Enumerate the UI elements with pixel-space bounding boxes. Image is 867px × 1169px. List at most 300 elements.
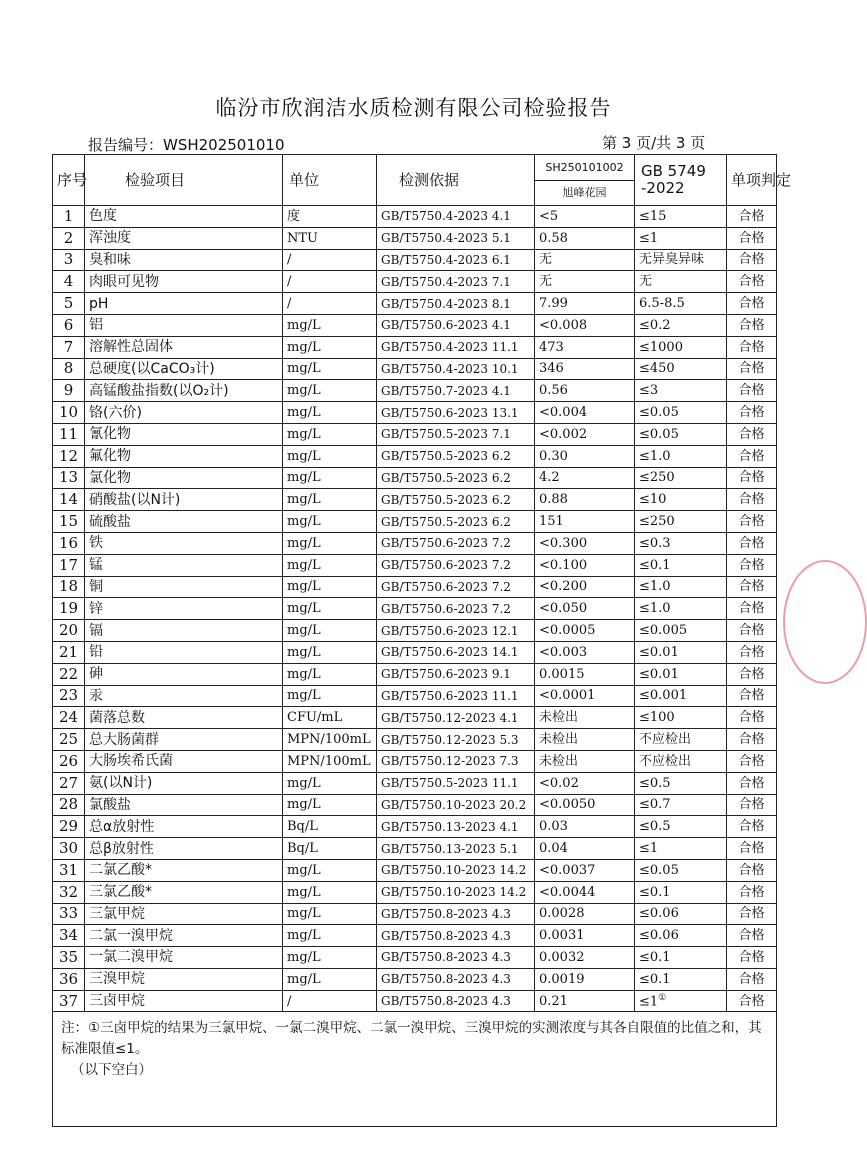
- row-item: 臭和味: [85, 249, 283, 271]
- table-row: [53, 423, 777, 445]
- table-row: [53, 271, 777, 293]
- row-item: 铜: [85, 576, 283, 598]
- row-unit: /: [283, 249, 377, 271]
- row-limit: ≤10: [635, 489, 727, 511]
- row-result: <0.200: [535, 576, 635, 598]
- header-basis: 检测依据: [377, 155, 535, 206]
- footer-row: [53, 1012, 777, 1127]
- row-result: 0.0028: [535, 903, 635, 925]
- row-basis: GB/T5750.4-2023 6.1: [377, 249, 535, 271]
- row-basis: GB/T5750.6-2023 14.1: [377, 641, 535, 663]
- row-judgement: 合格: [727, 947, 777, 969]
- row-unit: mg/L: [283, 881, 377, 903]
- row-number: 27: [53, 772, 85, 794]
- row-basis: GB/T5750.6-2023 7.2: [377, 532, 535, 554]
- row-number: 11: [53, 423, 85, 445]
- row-basis: GB/T5750.5-2023 6.2: [377, 445, 535, 467]
- row-result: 151: [535, 511, 635, 533]
- row-unit: mg/L: [283, 576, 377, 598]
- row-unit: MPN/100mL: [283, 729, 377, 751]
- row-item: 总硬度(以CaCO₃计): [85, 358, 283, 380]
- row-limit: ≤0.5: [635, 772, 727, 794]
- sample-name: 旭峰花园: [562, 186, 607, 199]
- row-judgement: 合格: [727, 598, 777, 620]
- row-result: 4.2: [535, 467, 635, 489]
- row-number: 21: [53, 641, 85, 663]
- row-judgement: 合格: [727, 881, 777, 903]
- row-basis: GB/T5750.6-2023 11.1: [377, 685, 535, 707]
- row-judgement: 合格: [727, 729, 777, 751]
- row-unit: mg/L: [283, 402, 377, 424]
- row-item: 高锰酸盐指数(以O₂计): [85, 380, 283, 402]
- table-row: [53, 467, 777, 489]
- row-limit: ≤0.2: [635, 314, 727, 336]
- row-basis: GB/T5750.4-2023 11.1: [377, 336, 535, 358]
- row-item: 铁: [85, 532, 283, 554]
- row-unit: mg/L: [283, 358, 377, 380]
- row-limit: ≤1: [635, 227, 727, 249]
- row-item: 氰化物: [85, 423, 283, 445]
- row-result: 0.0031: [535, 925, 635, 947]
- row-limit: ≤0.001: [635, 685, 727, 707]
- row-unit: mg/L: [283, 314, 377, 336]
- row-unit: mg/L: [283, 380, 377, 402]
- row-result: 未检出: [535, 750, 635, 772]
- row-result: <5: [535, 206, 635, 228]
- table-row: [53, 838, 777, 860]
- row-item: 菌落总数: [85, 707, 283, 729]
- row-number: 33: [53, 903, 85, 925]
- row-result: 无: [535, 271, 635, 293]
- table-row: [53, 968, 777, 990]
- header-unit: 单位: [283, 155, 377, 206]
- row-number: 2: [53, 227, 85, 249]
- row-unit: mg/L: [283, 467, 377, 489]
- row-limit: ≤0.1: [635, 947, 727, 969]
- table-row: [53, 794, 777, 816]
- row-unit: mg/L: [283, 925, 377, 947]
- standard-line2: -2022: [641, 179, 685, 197]
- row-number: 19: [53, 598, 85, 620]
- row-number: 36: [53, 968, 85, 990]
- footnote-marker: ①: [658, 992, 667, 1003]
- row-unit: mg/L: [283, 511, 377, 533]
- row-number: 29: [53, 816, 85, 838]
- table-row: [53, 881, 777, 903]
- row-limit: ≤0.005: [635, 620, 727, 642]
- row-basis: GB/T5750.10-2023 14.2: [377, 859, 535, 881]
- row-result: 0.0032: [535, 947, 635, 969]
- row-limit: ≤0.01: [635, 663, 727, 685]
- row-number: 10: [53, 402, 85, 424]
- row-judgement: 合格: [727, 554, 777, 576]
- row-basis: GB/T5750.5-2023 6.2: [377, 489, 535, 511]
- row-limit: ≤0.06: [635, 903, 727, 925]
- row-number: 25: [53, 729, 85, 751]
- row-number: 16: [53, 532, 85, 554]
- row-basis: GB/T5750.6-2023 9.1: [377, 663, 535, 685]
- row-unit: mg/L: [283, 947, 377, 969]
- row-number: 31: [53, 859, 85, 881]
- row-result: <0.003: [535, 641, 635, 663]
- row-basis: GB/T5750.4-2023 8.1: [377, 293, 535, 315]
- row-unit: mg/L: [283, 663, 377, 685]
- table-row: [53, 293, 777, 315]
- row-item: 三溴甲烷: [85, 968, 283, 990]
- table-row: [53, 750, 777, 772]
- row-basis: GB/T5750.8-2023 4.3: [377, 925, 535, 947]
- row-unit: mg/L: [283, 794, 377, 816]
- row-result: 未检出: [535, 729, 635, 751]
- row-limit: 无异臭异味: [635, 249, 727, 271]
- row-judgement: 合格: [727, 772, 777, 794]
- row-basis: GB/T5750.6-2023 7.2: [377, 598, 535, 620]
- row-limit: ≤0.5: [635, 816, 727, 838]
- row-item: 色度: [85, 206, 283, 228]
- row-result: <0.0005: [535, 620, 635, 642]
- row-unit: mg/L: [283, 598, 377, 620]
- row-limit: ≤0.05: [635, 423, 727, 445]
- row-basis: GB/T5750.13-2023 5.1: [377, 838, 535, 860]
- row-number: 8: [53, 358, 85, 380]
- row-basis: GB/T5750.6-2023 13.1: [377, 402, 535, 424]
- row-unit: MPN/100mL: [283, 750, 377, 772]
- table-header-row: [53, 155, 777, 206]
- row-unit: mg/L: [283, 968, 377, 990]
- row-item: 铝: [85, 314, 283, 336]
- row-judgement: 合格: [727, 380, 777, 402]
- standard-line1: GB 5749: [641, 161, 706, 180]
- row-limit: ≤1①: [635, 990, 727, 1012]
- row-result: 7.99: [535, 293, 635, 315]
- header-judgement: 单项判定: [727, 155, 777, 206]
- row-limit: ≤1.0: [635, 576, 727, 598]
- row-judgement: 合格: [727, 336, 777, 358]
- row-result: 0.56: [535, 380, 635, 402]
- row-basis: GB/T5750.5-2023 6.2: [377, 467, 535, 489]
- row-item: 锰: [85, 554, 283, 576]
- row-limit: ≤1: [635, 838, 727, 860]
- row-judgement: 合格: [727, 903, 777, 925]
- row-judgement: 合格: [727, 271, 777, 293]
- row-limit: ≤100: [635, 707, 727, 729]
- row-judgement: 合格: [727, 206, 777, 228]
- table-row: [53, 772, 777, 794]
- row-judgement: 合格: [727, 641, 777, 663]
- row-limit: ≤0.01: [635, 641, 727, 663]
- row-item: 总大肠菌群: [85, 729, 283, 751]
- row-item: 三卤甲烷: [85, 990, 283, 1012]
- row-result: 0.58: [535, 227, 635, 249]
- row-unit: mg/L: [283, 445, 377, 467]
- table-row: [53, 620, 777, 642]
- table-row: [53, 707, 777, 729]
- table-row: [53, 990, 777, 1012]
- row-result: 0.0015: [535, 663, 635, 685]
- row-number: 4: [53, 271, 85, 293]
- official-seal-edge: [783, 560, 867, 684]
- row-number: 15: [53, 511, 85, 533]
- row-limit: 不应检出: [635, 729, 727, 751]
- row-unit: mg/L: [283, 903, 377, 925]
- row-judgement: 合格: [727, 663, 777, 685]
- header-standard: [635, 155, 727, 206]
- row-result: <0.100: [535, 554, 635, 576]
- row-number: 26: [53, 750, 85, 772]
- report-number: 报告编号：WSH202501010: [88, 136, 285, 154]
- header-item: 检验项目: [85, 155, 283, 206]
- row-unit: mg/L: [283, 489, 377, 511]
- table-row: [53, 445, 777, 467]
- row-item: 硫酸盐: [85, 511, 283, 533]
- row-number: 24: [53, 707, 85, 729]
- row-result: 346: [535, 358, 635, 380]
- row-item: 锌: [85, 598, 283, 620]
- row-basis: GB/T5750.5-2023 11.1: [377, 772, 535, 794]
- row-item: 氯酸盐: [85, 794, 283, 816]
- row-result: 0.0019: [535, 968, 635, 990]
- row-item: 一氯二溴甲烷: [85, 947, 283, 969]
- row-item: 氟化物: [85, 445, 283, 467]
- report-title: 临汾市欣润洁水质检测有限公司检验报告: [215, 96, 612, 120]
- footnote-text: 注：①三卤甲烷的结果为三氯甲烷、一氯二溴甲烷、二氯一溴甲烷、三溴甲烷的实测浓度与其各自限值的比值之和，其标准限值≤1。: [61, 1020, 762, 1058]
- row-limit: ≤250: [635, 511, 727, 533]
- row-unit: mg/L: [283, 641, 377, 663]
- row-result: 0.30: [535, 445, 635, 467]
- row-result: <0.002: [535, 423, 635, 445]
- row-item: 硝酸盐(以N计): [85, 489, 283, 511]
- row-item: 溶解性总固体: [85, 336, 283, 358]
- row-judgement: 合格: [727, 707, 777, 729]
- row-judgement: 合格: [727, 293, 777, 315]
- row-basis: GB/T5750.8-2023 4.3: [377, 990, 535, 1012]
- row-result: <0.008: [535, 314, 635, 336]
- row-item: 汞: [85, 685, 283, 707]
- row-result: 0.04: [535, 838, 635, 860]
- table-row: [53, 249, 777, 271]
- row-unit: /: [283, 271, 377, 293]
- row-number: 9: [53, 380, 85, 402]
- row-basis: GB/T5750.12-2023 7.3: [377, 750, 535, 772]
- table-row: [53, 336, 777, 358]
- row-basis: GB/T5750.6-2023 7.2: [377, 576, 535, 598]
- row-item: 二氯乙酸*: [85, 859, 283, 881]
- row-limit: ≤0.1: [635, 554, 727, 576]
- row-basis: GB/T5750.8-2023 4.3: [377, 968, 535, 990]
- results-table: [52, 154, 792, 1127]
- row-number: 23: [53, 685, 85, 707]
- table-row: [53, 227, 777, 249]
- row-limit: ≤0.3: [635, 532, 727, 554]
- row-judgement: 合格: [727, 685, 777, 707]
- row-unit: mg/L: [283, 336, 377, 358]
- row-basis: GB/T5750.4-2023 10.1: [377, 358, 535, 380]
- row-unit: Bq/L: [283, 838, 377, 860]
- row-limit: ≤1000: [635, 336, 727, 358]
- row-basis: GB/T5750.8-2023 4.3: [377, 947, 535, 969]
- row-basis: GB/T5750.6-2023 12.1: [377, 620, 535, 642]
- row-unit: Bq/L: [283, 816, 377, 838]
- row-number: 17: [53, 554, 85, 576]
- row-basis: GB/T5750.4-2023 5.1: [377, 227, 535, 249]
- row-judgement: 合格: [727, 925, 777, 947]
- table-body: [53, 206, 777, 1012]
- row-limit: ≤1.0: [635, 598, 727, 620]
- table-row: [53, 511, 777, 533]
- row-number: 14: [53, 489, 85, 511]
- row-item: 二氯一溴甲烷: [85, 925, 283, 947]
- table-row: [53, 380, 777, 402]
- table-row: [53, 903, 777, 925]
- row-number: 1: [53, 206, 85, 228]
- page-number: 第 3 页/共 3 页: [602, 134, 706, 152]
- row-basis: GB/T5750.4-2023 4.1: [377, 206, 535, 228]
- row-item: 砷: [85, 663, 283, 685]
- row-limit: 不应检出: [635, 750, 727, 772]
- row-limit: ≤0.06: [635, 925, 727, 947]
- row-limit: ≤15: [635, 206, 727, 228]
- row-basis: GB/T5750.6-2023 4.1: [377, 314, 535, 336]
- table-row: [53, 489, 777, 511]
- table-row: [53, 358, 777, 380]
- row-number: 35: [53, 947, 85, 969]
- row-judgement: 合格: [727, 532, 777, 554]
- row-judgement: 合格: [727, 314, 777, 336]
- row-judgement: 合格: [727, 467, 777, 489]
- row-limit: ≤0.1: [635, 881, 727, 903]
- row-item: 三氯甲烷: [85, 903, 283, 925]
- row-unit: mg/L: [283, 423, 377, 445]
- row-unit: mg/L: [283, 772, 377, 794]
- row-basis: GB/T5750.10-2023 20.2: [377, 794, 535, 816]
- table-row: [53, 685, 777, 707]
- row-number: 6: [53, 314, 85, 336]
- row-basis: GB/T5750.12-2023 4.1: [377, 707, 535, 729]
- row-judgement: 合格: [727, 838, 777, 860]
- row-judgement: 合格: [727, 620, 777, 642]
- row-judgement: 合格: [727, 990, 777, 1012]
- row-result: <0.050: [535, 598, 635, 620]
- row-item: 肉眼可见物: [85, 271, 283, 293]
- row-result: 无: [535, 249, 635, 271]
- row-number: 13: [53, 467, 85, 489]
- table-row: [53, 816, 777, 838]
- table-row: [53, 729, 777, 751]
- row-number: 18: [53, 576, 85, 598]
- row-number: 7: [53, 336, 85, 358]
- row-result: 0.03: [535, 816, 635, 838]
- row-limit: ≤250: [635, 467, 727, 489]
- row-item: 浑浊度: [85, 227, 283, 249]
- row-judgement: 合格: [727, 511, 777, 533]
- table-row: [53, 402, 777, 424]
- row-unit: mg/L: [283, 685, 377, 707]
- row-limit: ≤450: [635, 358, 727, 380]
- row-basis: GB/T5750.5-2023 6.2: [377, 511, 535, 533]
- row-basis: GB/T5750.8-2023 4.3: [377, 903, 535, 925]
- row-judgement: 合格: [727, 576, 777, 598]
- sample-id: SH250101002: [535, 155, 634, 181]
- row-unit: 度: [283, 206, 377, 228]
- row-judgement: 合格: [727, 794, 777, 816]
- row-result: <0.0050: [535, 794, 635, 816]
- row-judgement: 合格: [727, 423, 777, 445]
- row-judgement: 合格: [727, 968, 777, 990]
- row-judgement: 合格: [727, 402, 777, 424]
- row-unit: /: [283, 293, 377, 315]
- row-basis: GB/T5750.6-2023 7.2: [377, 554, 535, 576]
- row-basis: GB/T5750.13-2023 4.1: [377, 816, 535, 838]
- row-unit: NTU: [283, 227, 377, 249]
- row-judgement: 合格: [727, 358, 777, 380]
- header-sample: [535, 155, 635, 206]
- row-basis: GB/T5750.12-2023 5.3: [377, 729, 535, 751]
- row-unit: /: [283, 990, 377, 1012]
- table-row: [53, 641, 777, 663]
- table-row: [53, 206, 777, 228]
- row-item: 三氯乙酸*: [85, 881, 283, 903]
- row-limit: 无: [635, 271, 727, 293]
- row-unit: mg/L: [283, 620, 377, 642]
- row-result: <0.0044: [535, 881, 635, 903]
- row-judgement: 合格: [727, 227, 777, 249]
- row-result: <0.0001: [535, 685, 635, 707]
- table-row: [53, 859, 777, 881]
- row-judgement: 合格: [727, 445, 777, 467]
- row-item: 镉: [85, 620, 283, 642]
- row-basis: GB/T5750.10-2023 14.2: [377, 881, 535, 903]
- row-result: 未检出: [535, 707, 635, 729]
- row-item: 总β放射性: [85, 838, 283, 860]
- row-number: 22: [53, 663, 85, 685]
- row-unit: mg/L: [283, 554, 377, 576]
- row-basis: GB/T5750.4-2023 7.1: [377, 271, 535, 293]
- row-unit: mg/L: [283, 859, 377, 881]
- table-row: [53, 554, 777, 576]
- row-result: 0.21: [535, 990, 635, 1012]
- row-item: 总α放射性: [85, 816, 283, 838]
- table-row: [53, 925, 777, 947]
- row-basis: GB/T5750.5-2023 7.1: [377, 423, 535, 445]
- footer-note: [53, 1012, 777, 1127]
- row-item: 铅: [85, 641, 283, 663]
- row-number: 28: [53, 794, 85, 816]
- row-unit: CFU/mL: [283, 707, 377, 729]
- header-seq: 序号: [53, 155, 85, 206]
- row-result: <0.0037: [535, 859, 635, 881]
- row-judgement: 合格: [727, 750, 777, 772]
- row-item: pH: [85, 293, 283, 315]
- table-row: [53, 314, 777, 336]
- row-number: 34: [53, 925, 85, 947]
- row-result: <0.300: [535, 532, 635, 554]
- table-row: [53, 576, 777, 598]
- row-number: 5: [53, 293, 85, 315]
- row-number: 12: [53, 445, 85, 467]
- row-limit: ≤0.1: [635, 968, 727, 990]
- row-number: 20: [53, 620, 85, 642]
- row-item: 氨(以N计): [85, 772, 283, 794]
- row-item: 氯化物: [85, 467, 283, 489]
- row-result: 473: [535, 336, 635, 358]
- row-unit: mg/L: [283, 532, 377, 554]
- row-number: 37: [53, 990, 85, 1012]
- row-limit: ≤0.05: [635, 402, 727, 424]
- row-limit: ≤0.7: [635, 794, 727, 816]
- row-item: 大肠埃希氏菌: [85, 750, 283, 772]
- table-row: [53, 598, 777, 620]
- row-item: 铬(六价): [85, 402, 283, 424]
